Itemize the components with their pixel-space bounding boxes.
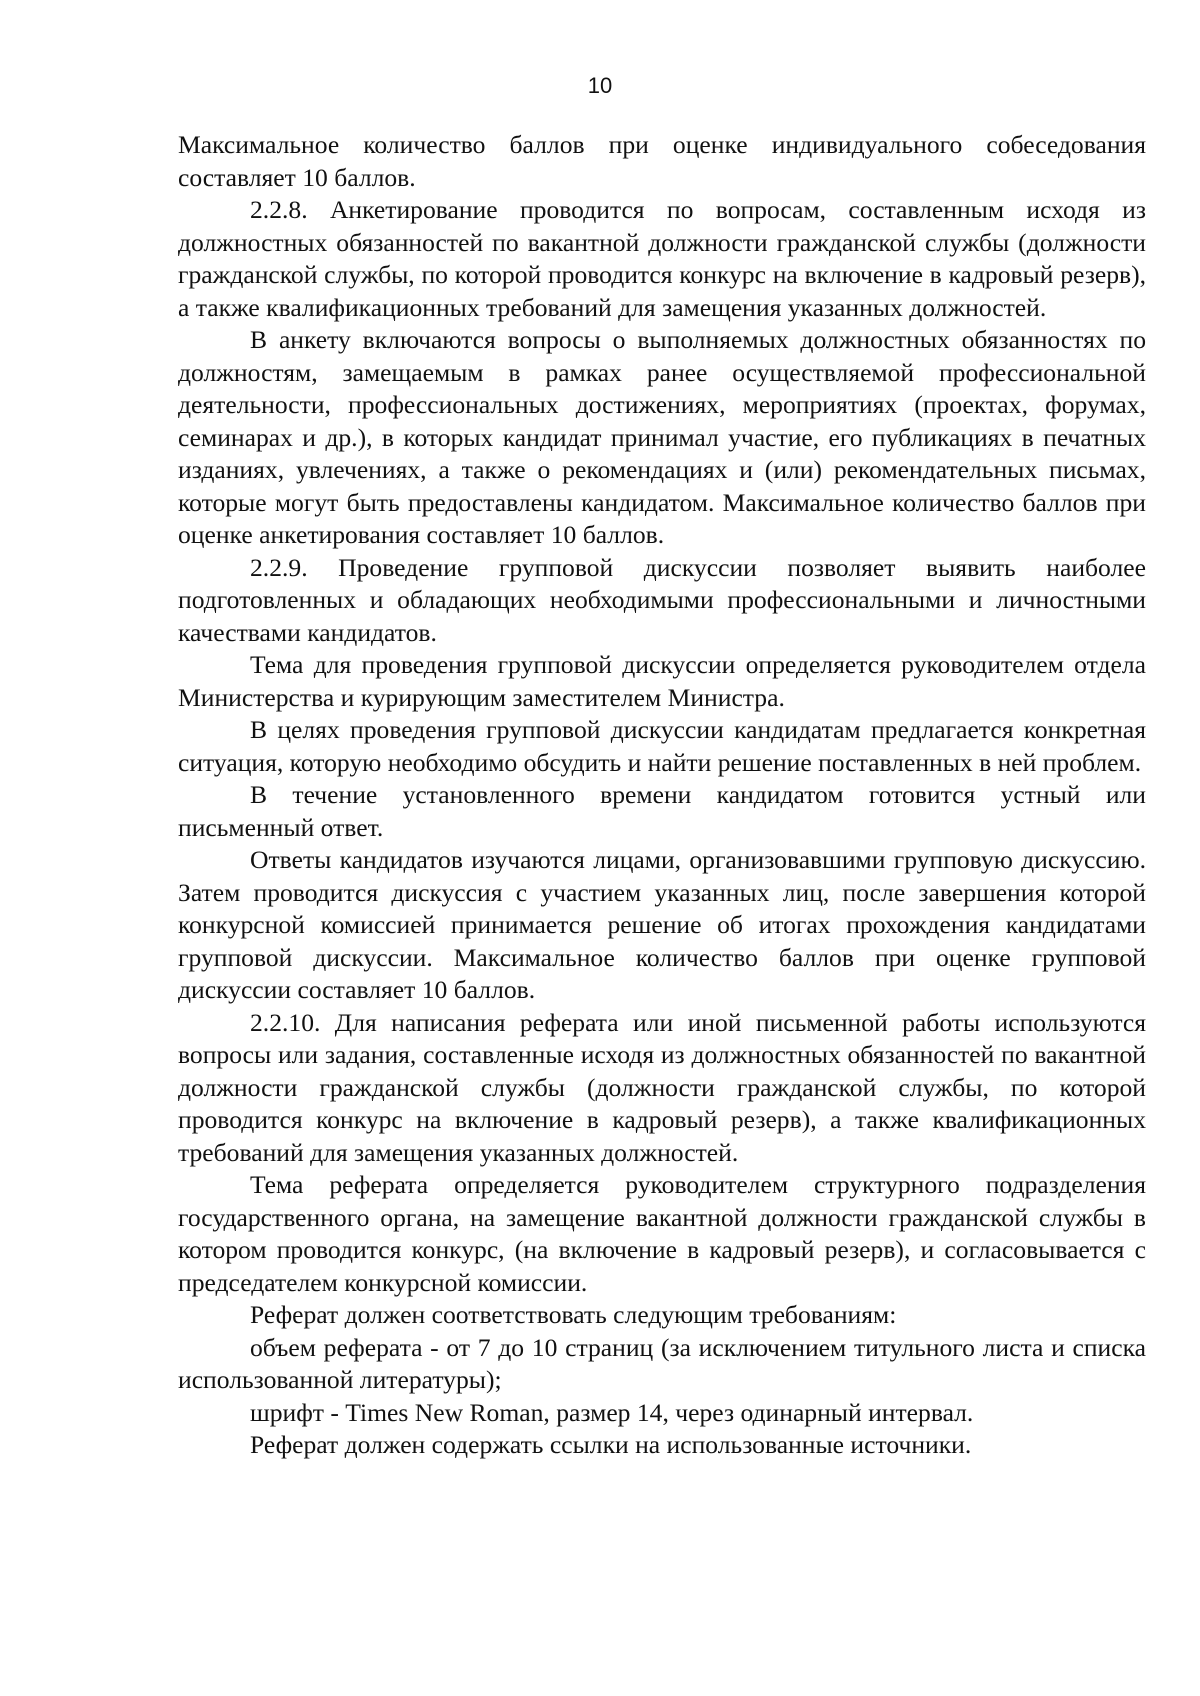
document-body (178, 129, 1146, 1462)
paragraph-2-2-9: 2.2.9. Проведение групповой дискуссии позволяет выявить наиболее подготовленных и обладающих необходимыми профессиональными и личностными качествами кандидатов. (178, 552, 1146, 647)
paragraph-discussion-topic: Тема для проведения групповой дискуссии определяется руководителем отдела Министерства и курирующим заместителем Министра. (178, 650, 1146, 712)
paragraph-questionnaire-content: В анкету включаются вопросы о выполняемых должностных обязанностях по должностям, замещаемым в рамках ранее осуществляемой профессиональной деятельности, профессиональных достижениях, мероприятиях (проектах, форумах, семинарах и др.), в которых кандидат принимал участие, его публикациях в печатных изданиях, увлечениях, а также о рекомендациях и (или) рекомендательных письмах, которые могут быть предоставлены кандидатом. Максимальное количество баллов при оценке анкетирования составляет 10 баллов. (178, 325, 1146, 549)
paragraph-interview-score: Максимальное количество баллов при оценке индивидуального собеседования составляет 10 баллов. (178, 130, 1146, 192)
paragraph-discussion-evaluation: Ответы кандидатов изучаются лицами, организовавшими групповую дискуссию. Затем проводится дискуссия с участием указанных лиц, после завершения которой конкурсной комиссией принимается решение об итогах прохождения кандидатами групповой дискуссии. Максимальное количество баллов при оценке групповой дискуссии составляет 10 баллов. (178, 845, 1146, 1004)
paragraph-essay-requirements: Реферат должен соответствовать следующим требованиям: (250, 1300, 897, 1329)
page-number: 10 (587, 73, 613, 98)
paragraph-discussion-situation: В целях проведения групповой дискуссии кандидатам предлагается конкретная ситуация, которую необходимо обсудить и найти решение поставленных в ней проблем. (178, 715, 1146, 777)
paragraph-essay-topic: Тема реферата определяется руководителем структурного подразделения государственного органа, на замещение вакантной должности гражданской службы в котором проводится конкурс, (на включение в кадровый резерв), и согласовывается с председателем конкурсной комиссии. (178, 1170, 1146, 1297)
paragraph-2-2-8: 2.2.8. Анкетирование проводится по вопросам, составленным исходя из должностных обязанностей по вакантной должности гражданской службы (должности гражданской службы, по которой проводится конкурс на включение в кадровый резерв), а также квалификационных требований для замещения указанных должностей. (178, 195, 1146, 322)
paragraph-2-2-10: 2.2.10. Для написания реферата или иной письменной работы используются вопросы или задания, составленные исходя из должностных обязанностей по вакантной должности гражданской службы (должности гражданской службы, по которой проводится конкурс на включение в кадровый резерв), а также квалификационных требований для замещения указанных должностей. (178, 1007, 1146, 1167)
paragraph-essay-font: шрифт - Times New Roman, размер 14, через одинарный интервал. (250, 1397, 974, 1427)
paragraph-answer-preparation: В течение установленного времени кандидатом готовится устный или письменный ответ. (178, 780, 1146, 842)
paragraph-essay-volume: объем реферата - от 7 до 10 страниц (за исключением титульного листа и списка использованной литературы); (178, 1332, 1146, 1394)
paragraph-essay-references: Реферат должен содержать ссылки на использованные источники. (250, 1430, 972, 1459)
